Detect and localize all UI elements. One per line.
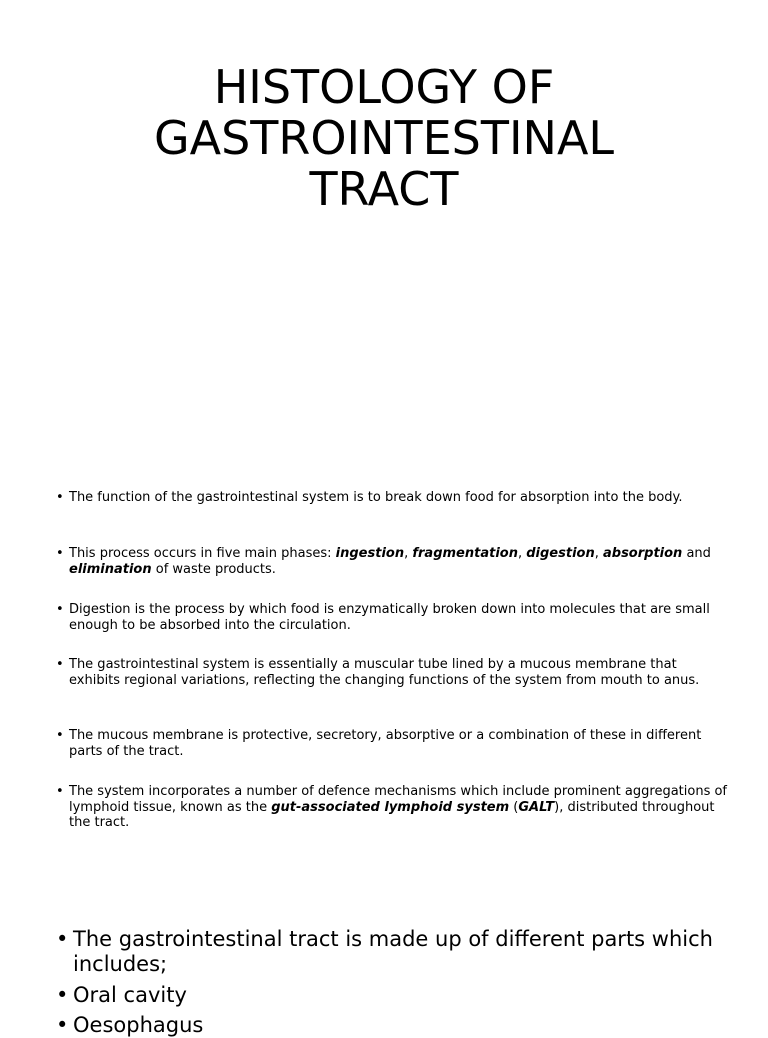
term-ingestion: ingestion <box>335 546 405 561</box>
bullet-digestion <box>56 602 729 633</box>
term-galt-full: gut-associated lymphoid system <box>271 799 510 815</box>
bullet-dot: • <box>56 728 64 743</box>
parts-item <box>56 983 733 1008</box>
term-elimination: elimination <box>69 561 152 577</box>
bullet-dot: • <box>56 546 64 561</box>
bullet-dot: • <box>56 927 69 951</box>
term-fragmentation: fragmentation <box>412 546 518 561</box>
bullet-defence <box>56 784 729 831</box>
parts-intro <box>56 927 733 976</box>
page-title <box>0 62 768 215</box>
separator: , <box>594 546 603 561</box>
bullet-digestion-text: Digestion is the process by which food is enzymatically broken down into molecules that are small enough to be absorbed into the circulation. <box>69 602 710 633</box>
bullet-function <box>56 490 729 506</box>
defence-prefix: The system incorporates a number of defence mechanisms which include prominent aggregations of lymphoid tissue, known as the <box>69 784 727 815</box>
parts-intro-text: The gastrointestinal tract is made up of different parts which includes; <box>73 927 713 976</box>
separator: and <box>682 546 711 561</box>
bullet-phases <box>56 546 729 577</box>
bullet-dot: • <box>56 490 64 505</box>
title-line-1: HISTOLOGY OF <box>213 60 555 114</box>
bullet-mucous-membrane-text: The mucous membrane is protective, secretory, absorptive or a combination of these in different parts of the tract. <box>69 728 702 759</box>
bullet-muscular-tube <box>56 657 729 688</box>
phases-prefix: This process occurs in five main phases: <box>69 546 336 561</box>
parts-item-text: Oesophagus <box>73 1013 204 1037</box>
title-line-2: GASTROINTESTINAL <box>153 111 615 165</box>
bullet-muscular-tube-text: The gastrointestinal system is essentially a muscular tube lined by a mucous membrane that exhibits regional variations, reflecting the changing functions of the system from mouth to anus. <box>69 657 700 688</box>
separator: , <box>404 546 413 561</box>
separator: , <box>517 546 527 561</box>
term-galt-abbr: GALT <box>518 799 555 815</box>
bullet-dot: • <box>56 983 69 1007</box>
bullet-dot: • <box>56 784 64 799</box>
bullet-dot: • <box>56 1013 69 1037</box>
phases-suffix: of waste products. <box>151 561 276 577</box>
title-line-3: TRACT <box>309 162 459 216</box>
bullet-mucous-membrane <box>56 728 729 759</box>
parts-item-text: Oral cavity <box>73 983 187 1007</box>
parts-item <box>56 1013 733 1038</box>
term-digestion: digestion <box>526 546 595 561</box>
defence-suffix: ), distributed throughout the tract. <box>69 799 715 830</box>
bullet-dot: • <box>56 657 64 672</box>
bullet-dot: • <box>56 602 64 617</box>
term-absorption: absorption <box>602 546 683 561</box>
bullet-function-text: The function of the gastrointestinal system is to break down food for absorption into the body. <box>69 490 683 505</box>
defence-mid: ( <box>509 799 519 815</box>
